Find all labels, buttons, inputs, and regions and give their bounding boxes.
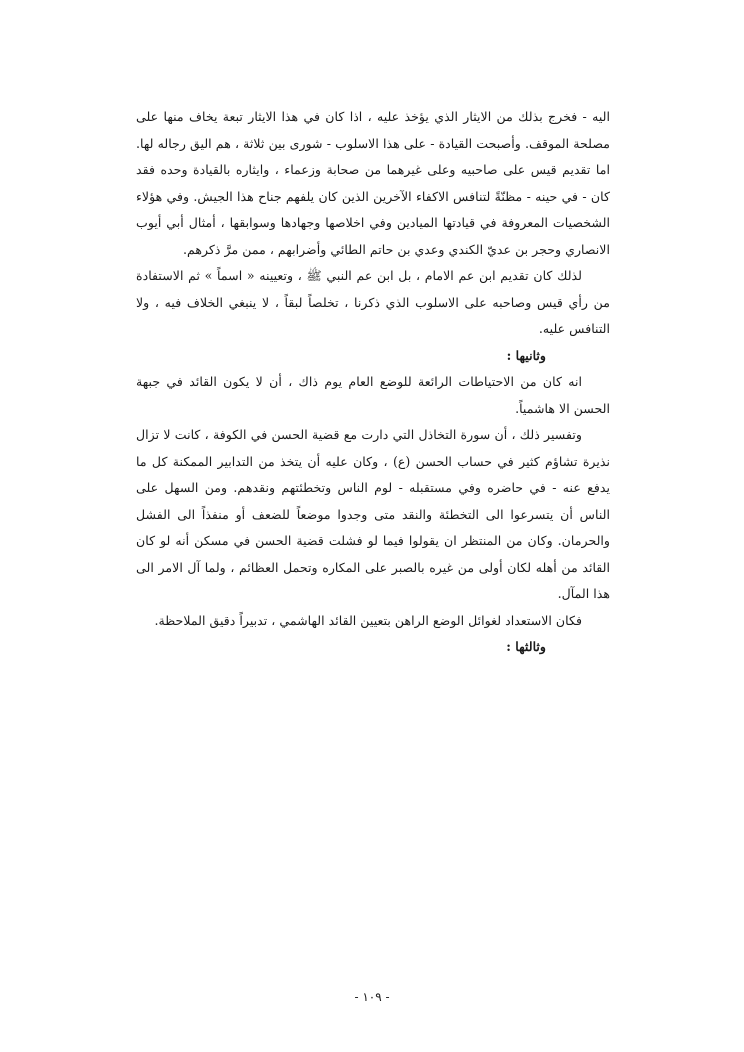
paragraph-5: فكان الاستعداد لغوائل الوضع الراهن بتعيين القائد الهاشمي ، تدبيراً دقيق الملاحظة. (154, 612, 582, 628)
paragraph-2: لذلك كان تقديم ابن عم الامام ، بل ابن عم النبي ﷺ ، وتعيينه « اسماً » ثم الاستفادة من رأي قيس وصاحبه على الاسلوب الذي ذكرنا ، تخلصاً لبقاً ، لا ينبغي الخلاف فيه ، ولا التنافس عليه. (136, 268, 610, 336)
section-heading-third: وثالثها : (506, 639, 546, 654)
body-text (136, 104, 610, 661)
paragraph-4: وتفسير ذلك ، أن سورة التخاذل التي دارت مع قضية الحسن في الكوفة ، كانت لا تزال نذيرة تشاؤم كثير في حساب الحسن (ع) ، وكان عليه أن يتخذ من التدابير الممكنة كل ما يدفع عنه - في حاضره وفي مستقبله - لوم الناس وتخطئتهم ونقدهم. ومن السهل على الناس أن يتسرعوا الى التخطئة والنقد متى وجدوا موضعاً للضعف أو منفذاً الى الفشل والحرمان. وكان من المنتظر ان يقولوا فيما لو فشلت قضية الحسن في مسكن أنه لو كان القائد من أهله لكان أولى من غيره بالصبر على المكاره وتحمل العظائم ، ولما آل الامر الى هذا المآل. (136, 427, 610, 601)
page-number: - ١٠٩ - (354, 990, 390, 1004)
section-heading-second: وثانيها : (506, 347, 546, 363)
paragraph-3: انه كان من الاحتياطات الرائعة للوضع العام يوم ذاك ، أن لا يكون القائد في جبهة الحسن الا هاشمياً. (136, 374, 610, 416)
paragraph-1: اليه - فخرج بذلك من الايثار الذي يؤخذ عليه ، اذا كان في هذا الايثار تبعة يخاف منها على مصلحة الموقف. وأصبحت القيادة - على هذا الاسلوب - شورى بين ثلاثة ، هم اليق رجاله لها. اما تقديم قيس على صاحبيه وعلى غيرهما من صحابة وزعماء ، وايثاره بالقيادة وحده فقد كان - في حينه - مظنّةً لتنافس الاكفاء الآخرين الذين كان يلفهم جناح هذا الجيش. وفي هؤلاء الشخصيات المعروفة في قيادتها الميادين وفي اخلاصها وجهادها وسوابقها ، أمثال أبي أيوب الانصاري وحجر بن عديّ الكندي وعدي بن حاتم الطائي وأضرابهم ، ممن مرَّ ذكرهم. (136, 109, 610, 257)
